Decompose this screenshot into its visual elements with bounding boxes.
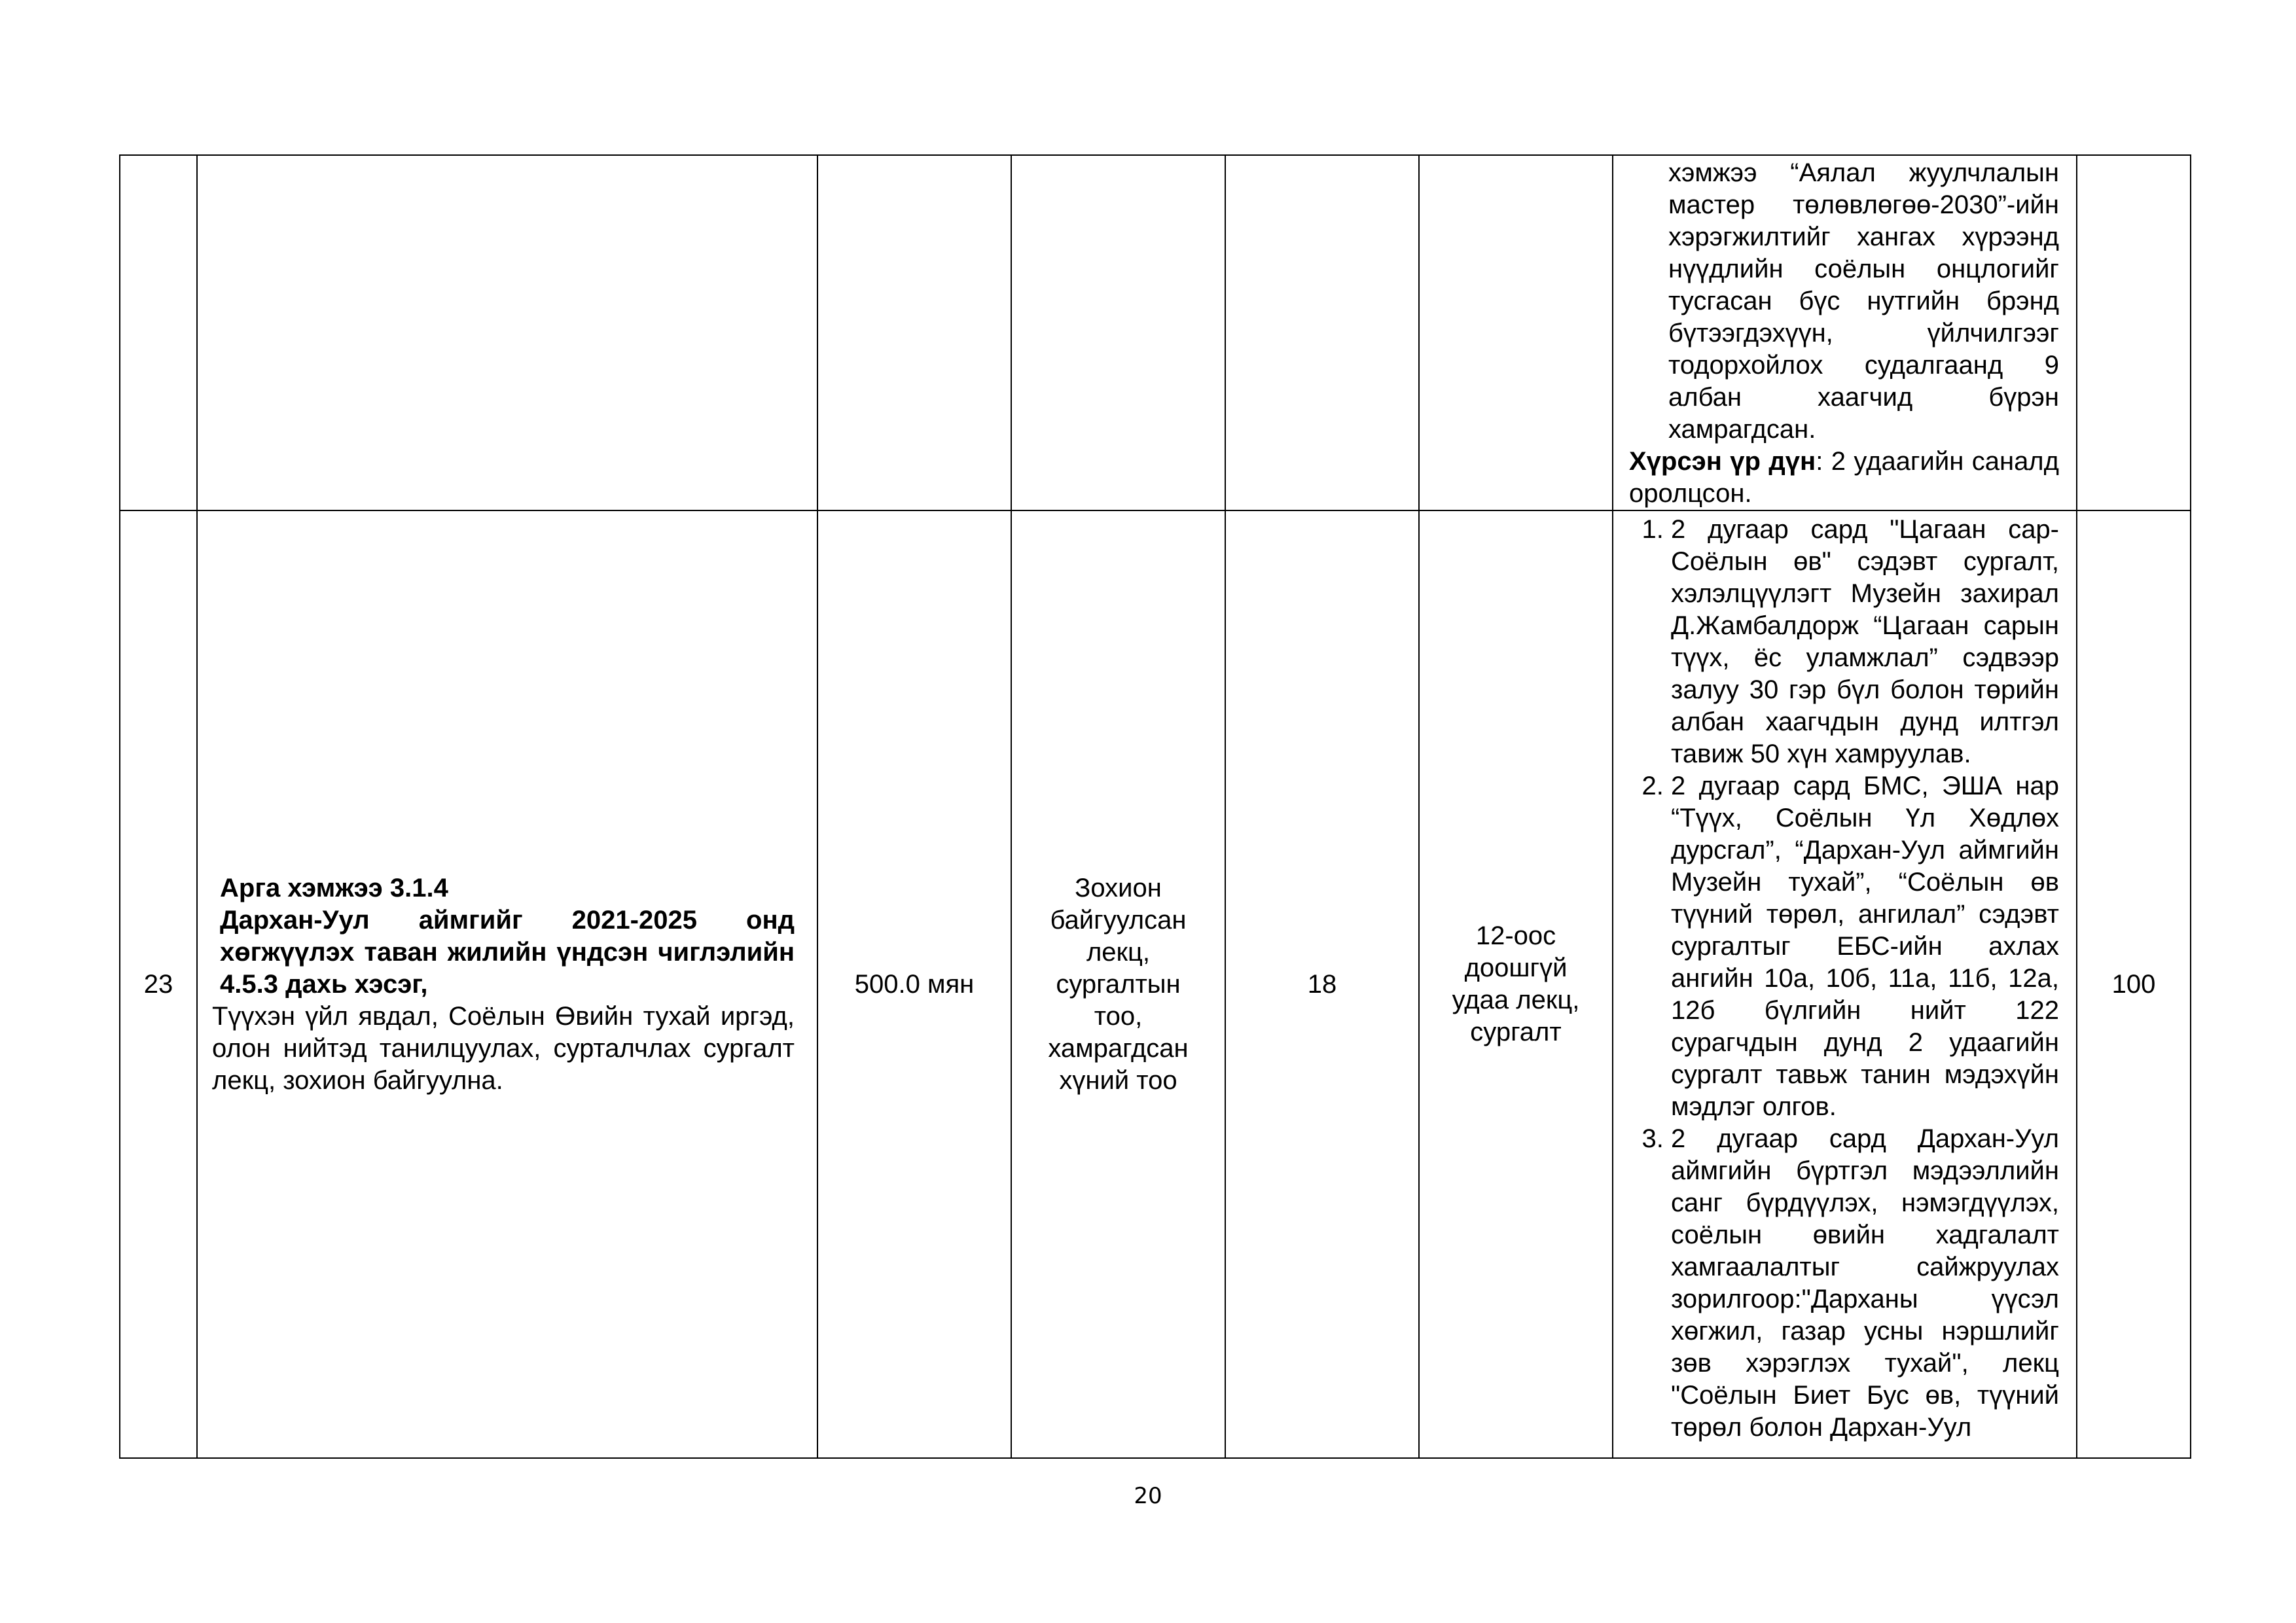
table-row: [120, 510, 2191, 1458]
budget-value: 500.0 мян: [817, 510, 1011, 1458]
baseline-value: 18: [1225, 510, 1419, 1458]
budget-cell: [817, 155, 1011, 510]
result-list: [1629, 514, 2059, 1444]
list-item: 3. 2 дугаар сард Дархан-Уул аймгийн бүртгэл мэдээллийн санг бүрдүүлэх, нэмэгдүүлэх, соёлын өвийн хадгалалт хамгаалалтыг сайжруулах зорилгоор:"Дарханы үүсэл хөгжил, газар усны нэршлийг зөв хэрэглэх тухай", лекц "Соёлын Биет Бус өв, түүний төрөл болон Дархан-Уул: [1671, 1123, 2059, 1444]
row-number: 23: [120, 510, 197, 1458]
number-cell: [120, 155, 197, 510]
result-cell: [1613, 510, 2077, 1458]
score-value: 100: [2077, 510, 2191, 1458]
activity-cell: [197, 155, 817, 510]
list-item: 1. 2 дугаар сард "Цагаан сар- Соёлын өв" сэдэвт сургалт, хэлэлцүүлэгт Музейн захирал Д.Жамбалдорж “Цагаан сарын түүх, ёс уламжлал” сэдвээр залуу 30 гэр бүл болон төрийн албан хаагчдын дунд илтгэл тавиж 50 хүн хамруулав.: [1671, 514, 2059, 770]
outcome-text: : 2 удаагийн саналд оролцсон.: [1629, 447, 2059, 508]
activity-table: [119, 154, 2191, 1459]
result-cell: [1613, 155, 2077, 510]
result-continuation: хэмжээ “Аялал жуулчлалын мастер төлөвлөгөө-2030”-ийн хэрэгжилтийг хангах хүрээнд нүүдлийн соёлын онцлогийг тусгасан бүс нутгийн брэнд бүтээгдэхүүн, үйлчилгээг тодорхойлох судалгаанд 9 албан хаагчид бүрэн хамрагдсан.: [1668, 158, 2059, 444]
indicator-cell: [1011, 155, 1225, 510]
outcome-line: [1629, 446, 2059, 510]
activity-description: Түүхэн үйл явдал, Соёлын Өвийн тухай иргэд, олон нийтэд танилцуулах, сурталчлах сургалт лекц, зохион байгуулна.: [212, 1001, 795, 1095]
outcome-label: Хүрсэн үр дүн: [1629, 447, 1816, 476]
activity-cell: [197, 510, 817, 1458]
score-cell: [2077, 155, 2191, 510]
indicator-text: Зохион байгуулсан лекц, сургалтын тоо, хамрагдсан хүний тоо: [1011, 510, 1225, 1458]
activity-heading: Арга хэмжээ 3.1.4: [220, 873, 448, 902]
baseline-cell: [1225, 155, 1419, 510]
target-cell: [1419, 155, 1613, 510]
page-number: 20: [1134, 1483, 1162, 1509]
list-item: 2. 2 дугаар сард БМС, ЭША нар “Түүх, Соёлын Үл Хөдлөх дурсгал”, “Дархан-Уул аймгийн Музейн тухай”, “Соёлын өв түүний төрөл, ангилал” сэдэвт сургалтыг ЕБС-ийн ахлах ангийн 10а, 10б, 11а, 11б, 12а, 12б бүлгийн нийт 122 сурагчдын дунд 2 удаагийн сургалт тавьж танин мэдэхүйн мэдлэг олгов.: [1671, 770, 2059, 1123]
target-text: 12-оос доошгүй удаа лекц, сургалт: [1419, 510, 1613, 1458]
table-row: [120, 155, 2191, 510]
activity-reference: Дархан-Уул аймгийг 2021-2025 онд хөгжүүлэх таван жилийн үндсэн чиглэлийн 4.5.3 дахь хэсэг,: [220, 905, 795, 999]
